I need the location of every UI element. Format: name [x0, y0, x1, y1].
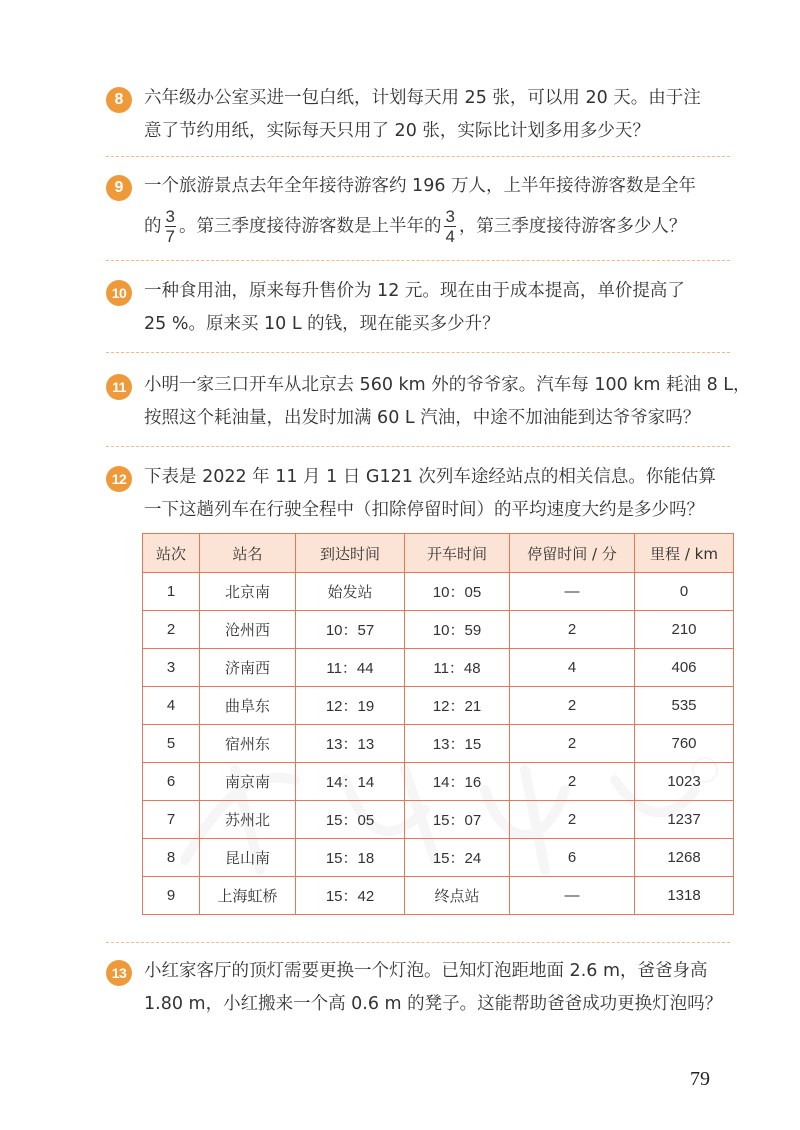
table-cell: — [510, 877, 635, 915]
table-cell: 13：15 [405, 725, 510, 763]
problem-number-badge: 13 [106, 960, 132, 986]
problem-text-line: 1.80 m，小红搬来一个高 0.6 m 的凳子。这能帮助爸爸成功更换灯泡吗？ [144, 994, 723, 1014]
problem-number-badge: 11 [106, 374, 132, 400]
table-cell: 9 [143, 877, 200, 915]
table-cell: 15：07 [405, 801, 510, 839]
dashed-divider [106, 352, 730, 353]
table-cell: 始发站 [296, 573, 405, 611]
problem-text-segment: 。第三季度接待游客数是上半年的 [178, 216, 442, 237]
fraction-denominator: 4 [445, 227, 455, 246]
table-cell: 15：42 [296, 877, 405, 915]
table-cell: 10：59 [405, 611, 510, 649]
problem-text-line: 按照这个耗油量，出发时加满 60 L 汽油，中途不加油能到达爷爷家吗？ [144, 408, 701, 428]
problem-text-line: 一种食用油，原来每升售价为 12 元。现在由于成本提高，单价提高了 [144, 281, 685, 301]
table-row [143, 687, 734, 725]
table-cell: 2 [510, 611, 635, 649]
table-cell: 2 [510, 801, 635, 839]
table-cell: 上海虹桥 [200, 877, 296, 915]
column-header: 开车时间 [405, 534, 510, 573]
table-cell: 4 [510, 649, 635, 687]
problem-number-badge: 12 [106, 466, 132, 492]
column-header: 站名 [200, 534, 296, 573]
table-row [143, 611, 734, 649]
table-header-row [143, 534, 734, 573]
table-cell: 南京南 [200, 763, 296, 801]
table-cell: 15：05 [296, 801, 405, 839]
table-row [143, 763, 734, 801]
table-cell: 沧州西 [200, 611, 296, 649]
table-cell: 6 [510, 839, 635, 877]
table-cell: — [510, 573, 635, 611]
fraction-denominator: 7 [165, 227, 175, 246]
table-cell: 210 [635, 611, 734, 649]
fraction-numerator: 3 [165, 207, 175, 226]
problem-text-line: 小明一家三口开车从北京去 560 km 外的爷爷家。汽车每 100 km 耗油 8 L， [144, 375, 751, 395]
table-cell: 3 [143, 649, 200, 687]
table-cell: 406 [635, 649, 734, 687]
table-cell: 13：13 [296, 725, 405, 763]
table-cell: 6 [143, 763, 200, 801]
column-header: 到达时间 [296, 534, 405, 573]
table-cell: 1023 [635, 763, 734, 801]
dashed-divider [106, 260, 730, 261]
table-cell: 11：44 [296, 649, 405, 687]
table-cell: 0 [635, 573, 734, 611]
table-cell: 宿州东 [200, 725, 296, 763]
problem-text-segment: 的 [144, 216, 162, 237]
problem-text-line: 小红家客厅的顶灯需要更换一个灯泡。已知灯泡距地面 2.6 m，爸爸身高 [144, 961, 708, 981]
table-cell: 2 [510, 725, 635, 763]
table-cell: 4 [143, 687, 200, 725]
table-cell: 北京南 [200, 573, 296, 611]
dashed-divider [106, 942, 730, 943]
train-schedule-table [142, 533, 734, 915]
problem-number-badge: 9 [106, 175, 132, 201]
table-row [143, 839, 734, 877]
table-cell: 8 [143, 839, 200, 877]
problem-text-line: 六年级办公室买进一包白纸，计划每天用 25 张，可以用 20 天。由于注 [144, 88, 701, 108]
table-cell: 终点站 [405, 877, 510, 915]
table-row [143, 877, 734, 915]
column-header: 站次 [143, 534, 200, 573]
problem-number-badge: 8 [106, 87, 132, 113]
table-cell: 2 [510, 687, 635, 725]
problem-text-line: 意了节约用纸，实际每天只用了 20 张，实际比计划多用多少天？ [144, 121, 650, 141]
fraction [444, 208, 455, 245]
table-row [143, 725, 734, 763]
table-cell: 2 [510, 763, 635, 801]
problem-text-line: 25 %。原来买 10 L 的钱，现在能买多少升？ [144, 314, 500, 334]
table-cell: 10：57 [296, 611, 405, 649]
table-cell: 14：16 [405, 763, 510, 801]
dashed-divider [106, 446, 730, 447]
table-cell: 1 [143, 573, 200, 611]
table-cell: 10：05 [405, 573, 510, 611]
table-cell: 7 [143, 801, 200, 839]
problem-text-line: 一下这趟列车在行驶全程中（扣除停留时间）的平均速度大约是多少吗？ [144, 500, 704, 520]
table-cell: 12：21 [405, 687, 510, 725]
table-cell: 11：48 [405, 649, 510, 687]
table-cell: 15：18 [296, 839, 405, 877]
problem-text-line: 下表是 2022 年 11 月 1 日 G121 次列车途经站点的相关信息。你能估算 [144, 467, 716, 487]
table-cell: 济南西 [200, 649, 296, 687]
table-cell: 535 [635, 687, 734, 725]
dashed-divider [106, 156, 730, 157]
column-header: 停留时间 / 分 [510, 534, 635, 573]
table-cell: 1318 [635, 877, 734, 915]
table-row [143, 573, 734, 611]
table-cell: 15：24 [405, 839, 510, 877]
table-cell: 1268 [635, 839, 734, 877]
table-cell: 曲阜东 [200, 687, 296, 725]
problem-text-line: 一个旅游景点去年全年接待游客约 196 万人，上半年接待游客数是全年 [144, 176, 697, 196]
table-cell: 1237 [635, 801, 734, 839]
table-body [143, 573, 734, 915]
problem-text-segment: ，第三季度接待游客多少人？ [458, 216, 687, 237]
fraction [165, 208, 176, 245]
problem-text-line [144, 208, 686, 245]
table-cell: 14：14 [296, 763, 405, 801]
problem-number-badge: 10 [106, 280, 132, 306]
fraction-numerator: 3 [445, 207, 455, 226]
page-number: 79 [690, 1068, 710, 1090]
column-header: 里程 / km [635, 534, 734, 573]
table-row [143, 649, 734, 687]
table-cell: 昆山南 [200, 839, 296, 877]
table-row [143, 801, 734, 839]
table-cell: 5 [143, 725, 200, 763]
table-cell: 12：19 [296, 687, 405, 725]
table-cell: 2 [143, 611, 200, 649]
table-cell: 760 [635, 725, 734, 763]
table-cell: 苏州北 [200, 801, 296, 839]
